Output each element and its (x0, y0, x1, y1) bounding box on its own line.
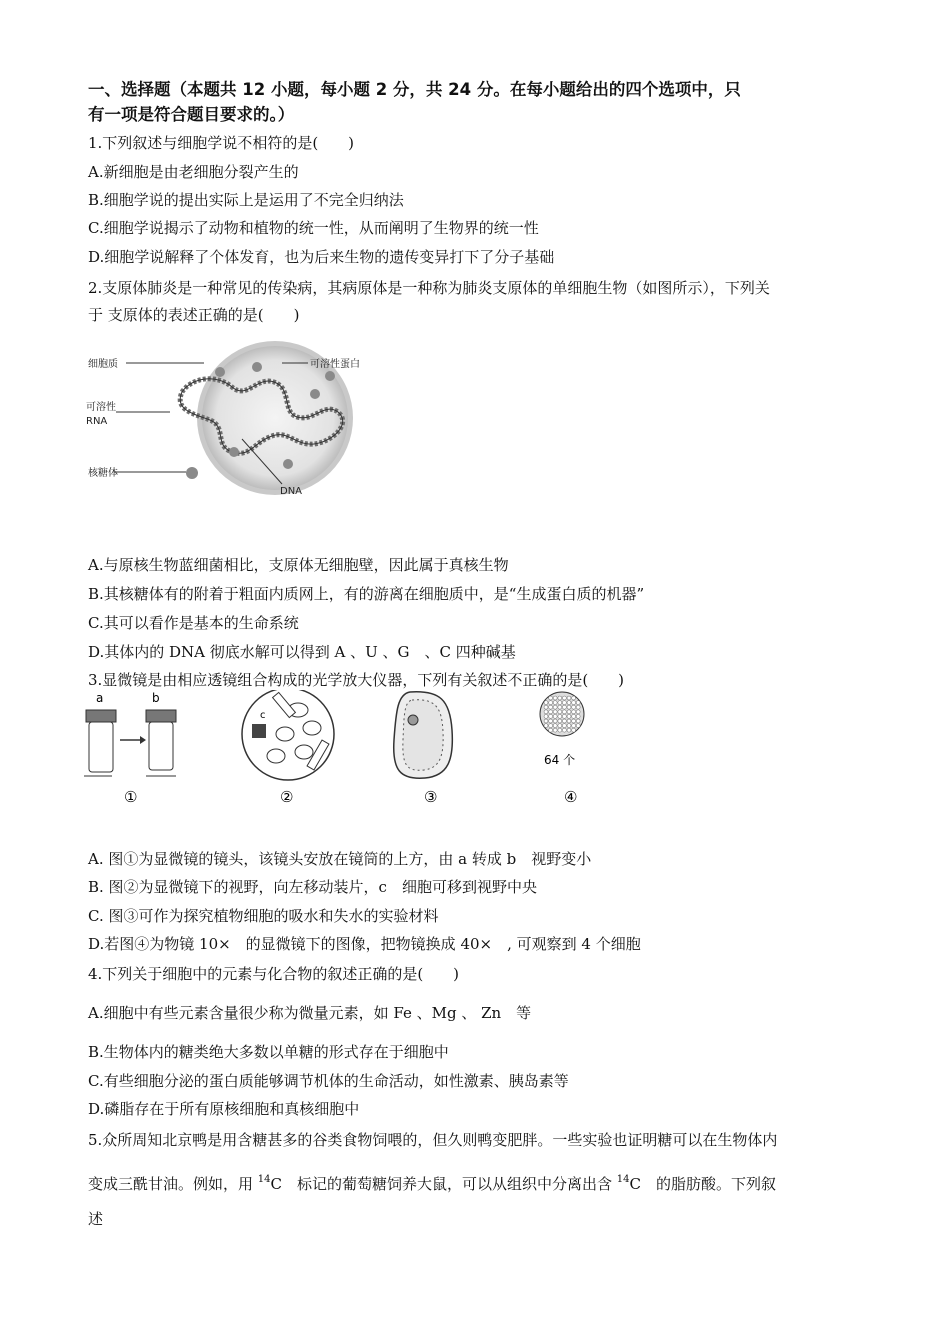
q1-stem: 1.下列叙述与细胞学说不相符的是( ) (88, 134, 355, 152)
cell (303, 721, 321, 735)
cell-dot (549, 696, 553, 700)
section-heading-line1: 一、选择题（本题共 12 小题，每小题 2 分，共 24 分。在每小题给出的四个选项中，只 (88, 80, 741, 99)
label-b: b (152, 691, 160, 705)
cell-dot (549, 719, 553, 723)
figure-number-4: ④ (564, 788, 578, 806)
cell-dot (553, 696, 557, 700)
cell (295, 745, 313, 759)
q3-option-b: B. 图②为显微镜下的视野，向左移动装片，c 细胞可移到视野中央 (88, 878, 537, 896)
q4-option-a: A.细胞中有些元素含量很少称为微量元素，如 Fe 、Mg 、 Zn 等 (88, 1004, 532, 1022)
cell-dot (553, 728, 557, 732)
mycoplasma-figure (82, 332, 382, 504)
q3-option-d: D.若图④为物镜 10× 的显微镜下的图像，把物镜换成 40× , 可观察到 4 个细胞 (88, 935, 641, 953)
cell-dot (562, 728, 566, 732)
lens-a-body (89, 722, 113, 772)
cell-dot (567, 719, 571, 723)
cell-dot (553, 705, 557, 709)
cell-dot (558, 701, 562, 705)
cell-dot (544, 719, 548, 723)
cell-dot (549, 705, 553, 709)
cell-dot (576, 710, 580, 714)
cell-dot (576, 724, 580, 728)
q2-option-c: C.其可以看作是基本的生命系统 (88, 614, 299, 632)
cell-dot (572, 714, 576, 718)
cell-dot (558, 705, 562, 709)
q4-option-b: B.生物体内的糖类绝大多数以单糖的形式存在于细胞中 (88, 1043, 449, 1061)
cell-dot (572, 719, 576, 723)
q5-text-b: C 标记的葡萄糖饲养大鼠，可以从组织中分离出含 (270, 1175, 617, 1193)
q2-option-a: A.与原核生物蓝细菌相比，支原体无细胞壁，因此属于真核生物 (88, 556, 509, 574)
cell-dot (572, 705, 576, 709)
arrow-head (140, 736, 146, 744)
q5-sup-14-b: 14 (616, 1174, 630, 1185)
cell-dot (567, 696, 571, 700)
panel-4-cell-grid (540, 692, 584, 767)
ribosome-dot (215, 367, 225, 377)
q1-option-a: A.新细胞是由老细胞分裂产生的 (88, 163, 299, 181)
lens-b-cap (146, 710, 176, 722)
ribosome-dot (186, 467, 198, 479)
ribosome-dot (325, 371, 335, 381)
cell-dot (553, 724, 557, 728)
cell-dot (562, 719, 566, 723)
cell-dot (544, 710, 548, 714)
cell-dot (558, 719, 562, 723)
label-cytoplasm: 细胞质 (88, 359, 118, 370)
cell-dot (562, 705, 566, 709)
lens-a-cap (86, 710, 116, 722)
cell-dot (576, 719, 580, 723)
cell-dot (567, 705, 571, 709)
q4-option-d: D.磷脂存在于所有原核细胞和真核细胞中 (88, 1100, 360, 1118)
cell-dot (558, 714, 562, 718)
view-circle-small (540, 692, 584, 736)
label-dna: DNA (280, 486, 303, 497)
cell-dot (576, 701, 580, 705)
cell-dot (567, 714, 571, 718)
cell-dot (567, 701, 571, 705)
cell-dot (562, 714, 566, 718)
ribosome-dot (283, 459, 293, 469)
cell-dot (562, 724, 566, 728)
q3-stem: 3.显微镜是由相应透镜组合构成的光学放大仪器，下列有关叙述不正确的是( ) (88, 671, 625, 689)
label-soluble-rna-2: RNA (86, 416, 108, 427)
q2-option-b: B.其核糖体有的附着于粗面内质网上，有的游离在细胞质中，是“生成蛋白质的机器” (88, 585, 645, 603)
cell-dot (562, 710, 566, 714)
panel-2-field-of-view (242, 690, 334, 780)
nucleus (408, 715, 418, 725)
cell-dot (562, 696, 566, 700)
panel-3-plant-cell (394, 692, 453, 778)
cell-dot (549, 710, 553, 714)
cell-dot (558, 724, 562, 728)
figure-number-1: ① (124, 788, 138, 806)
q3-option-c: C. 图③可作为探究植物细胞的吸水和失水的实验材料 (88, 907, 439, 925)
cell-dot (549, 728, 553, 732)
cell-dot (549, 724, 553, 728)
label-64-cells: 64 个 (544, 753, 576, 767)
ribosome-dot (229, 447, 239, 457)
microscope-figure (80, 690, 620, 810)
cell-dot (544, 724, 548, 728)
cell-dot (567, 728, 571, 732)
cell-dot (572, 710, 576, 714)
cell-dot (549, 701, 553, 705)
cell-dot (562, 701, 566, 705)
cell-dot (576, 705, 580, 709)
q5-sup-14-a: 14 (257, 1174, 271, 1185)
cell-dot (544, 701, 548, 705)
label-c: c (260, 710, 266, 721)
ribosome-dot (310, 389, 320, 399)
cell-dot (553, 719, 557, 723)
cell (267, 749, 285, 763)
figure-number-2: ② (280, 788, 294, 806)
label-a: a (96, 691, 104, 705)
cell-dot (572, 696, 576, 700)
panel-1-lenses (84, 691, 176, 776)
figure-number-3: ③ (424, 788, 438, 806)
protoplast (403, 700, 443, 771)
q1-option-d: D.细胞学说解释了个体发育，也为后来生物的遗传变异打下了分子基础 (88, 248, 555, 266)
cell-dot (553, 701, 557, 705)
q5-text-c: C 的脂肪酸。下列叙 (629, 1175, 776, 1193)
label-soluble-rna-1: 可溶性 (86, 402, 116, 413)
label-ribosome: 核糖体 (88, 468, 118, 479)
q5-stem-line1: 5.众所周知北京鸭是用含糖甚多的谷类食物饲喂的，但久则鸭变肥胖。一些实验也证明糖可以在生物体内 (88, 1131, 778, 1149)
q3-option-a: A. 图①为显微镜的镜头，该镜头安放在镜筒的上方，由 a 转成 b 视野变小 (88, 850, 592, 868)
q1-option-c: C.细胞学说揭示了动物和植物的统一性，从而阐明了生物界的统一性 (88, 219, 539, 237)
q4-stem: 4.下列关于细胞中的元素与化合物的叙述正确的是( ) (88, 965, 460, 983)
q1-option-b: B.细胞学说的提出实际上是运用了不完全归纳法 (88, 191, 404, 209)
cell-dot (553, 710, 557, 714)
cell-c (252, 724, 266, 738)
cell-dot (558, 696, 562, 700)
q5-text-a: 变成三酰甘油。例如，用 (88, 1175, 258, 1193)
label-soluble-protein: 可溶性蛋白 (310, 359, 360, 370)
cell-dot (544, 714, 548, 718)
cell-dot (567, 710, 571, 714)
cell-dot (558, 728, 562, 732)
q5-stem-line2 (88, 1170, 776, 1194)
cell-dot (544, 705, 548, 709)
cell (276, 727, 294, 741)
q2-stem-line2: 于 支原体的表述正确的是( ) (88, 306, 300, 324)
cell-dot (558, 710, 562, 714)
cell-dot (567, 724, 571, 728)
cell-dot (572, 728, 576, 732)
lens-b-body (149, 722, 173, 770)
cell-dot (549, 714, 553, 718)
cell-dot (572, 724, 576, 728)
cell-dot (553, 714, 557, 718)
section-heading-line2: 有一项是符合题目要求的。） (88, 105, 295, 124)
q2-stem-line1: 2.支原体肺炎是一种常见的传染病，其病原体是一种称为肺炎支原体的单细胞生物（如图所示），下列关 (88, 279, 770, 297)
cell-dot (572, 701, 576, 705)
q4-option-c: C.有些细胞分泌的蛋白质能够调节机体的生命活动，如性激素、胰岛素等 (88, 1072, 569, 1090)
q2-option-d: D.其体内的 DNA 彻底水解可以得到 A 、U 、G 、C 四种碱基 (88, 643, 516, 661)
cell-dot (576, 714, 580, 718)
ribosome-dot (252, 362, 262, 372)
q5-stem-line3: 述 (88, 1210, 104, 1228)
